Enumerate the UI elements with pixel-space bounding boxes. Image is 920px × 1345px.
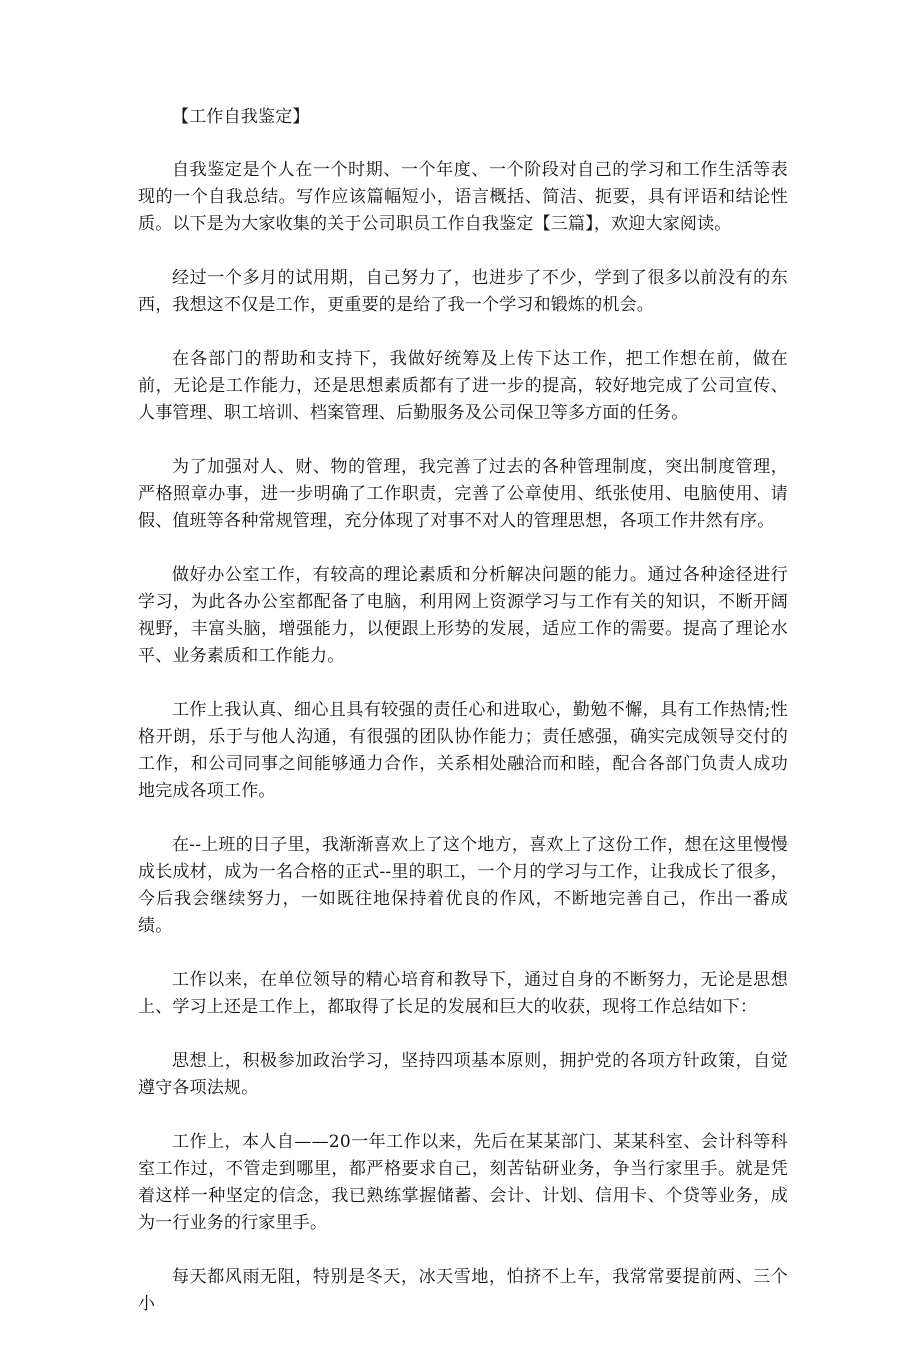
paragraph-attitude: 工作上我认真、细心且具有较强的责任心和进取心，勤勉不懈，具有工作热情;性格开朗，乐于与他人沟通，有很强的团队协作能力；责任感强，确实完成领导交付的工作，和公司同事之间能够通力合作，关系相处融洽而和睦，配合各部门负责人成功地完成各项工作。 (138, 700, 788, 801)
paragraph-summary-intro: 工作以来，在单位领导的精心培育和教导下，通过自身的不断努力，无论是思想上、学习上还是工作上，都取得了长足的发展和巨大的收获，现将工作总结如下： (138, 970, 788, 1017)
document-page (138, 104, 788, 1345)
paragraph-work-history: 工作上，本人自——20一年工作以来，先后在某某部门、某某科室、会计科等科室工作过，不管走到哪里，都严格要求自己，刻苦钻研业务，争当行家里手。就是凭着这样一种坚定的信念，我已熟练掌握储蓄、会计、计划、信用卡、个贷等业务，成为一行业务的行家里手。 (138, 1132, 788, 1233)
paragraph-daily-commute: 每天都风雨无阻，特别是冬天，冰天雪地，怕挤不上车，我常常要提前两、三个小 (138, 1267, 788, 1314)
paragraph-ideology: 思想上，积极参加政治学习，坚持四项基本原则，拥护党的各项方针政策，自觉遵守各项法规。 (138, 1051, 788, 1098)
paragraph-management: 为了加强对人、财、物的管理，我完善了过去的各种管理制度，突出制度管理，严格照章办事，进一步明确了工作职责，完善了公章使用、纸张使用、电脑使用、请假、值班等各种常规管理，充分体现了对事不对人的管理思想，各项工作井然有序。 (138, 457, 788, 531)
paragraph-intro: 自我鉴定是个人在一个时期、一个年度、一个阶段对自己的学习和工作生活等表现的一个自我总结。写作应该篇幅短小，语言概括、简洁、扼要，具有评语和结论性质。以下是为大家收集的关于公司职员工作自我鉴定【三篇】，欢迎大家阅读。 (138, 160, 788, 234)
document-title: 【工作自我鉴定】 (172, 107, 310, 127)
paragraph-probation: 经过一个多月的试用期，自己努力了，也进步了不少，学到了很多以前没有的东西，我想这不仅是工作，更重要的是给了我一个学习和锻炼的机会。 (138, 268, 788, 315)
paragraph-office-work: 做好办公室工作，有较高的理论素质和分析解决问题的能力。通过各种途径进行学习，为此各办公室都配备了电脑，利用网上资源学习与工作有关的知识，不断开阔视野，丰富头脑，增强能力，以便跟上形势的发展，适应工作的需要。提高了理论水平、业务素质和工作能力。 (138, 565, 788, 666)
paragraph-coordination: 在各部门的帮助和支持下，我做好统筹及上传下达工作，把工作想在前，做在前，无论是工作能力，还是思想素质都有了进一步的提高，较好地完成了公司宣传、人事管理、职工培训、档案管理、后勤服务及公司保卫等多方面的任务。 (138, 349, 788, 423)
paragraph-growth: 在--上班的日子里，我渐渐喜欢上了这个地方，喜欢上了这份工作，想在这里慢慢成长成材，成为一名合格的正式--里的职工，一个月的学习与工作，让我成长了很多，今后我会继续努力，一如既往地保持着优良的作风，不断地完善自己，作出一番成绩。 (138, 835, 788, 936)
